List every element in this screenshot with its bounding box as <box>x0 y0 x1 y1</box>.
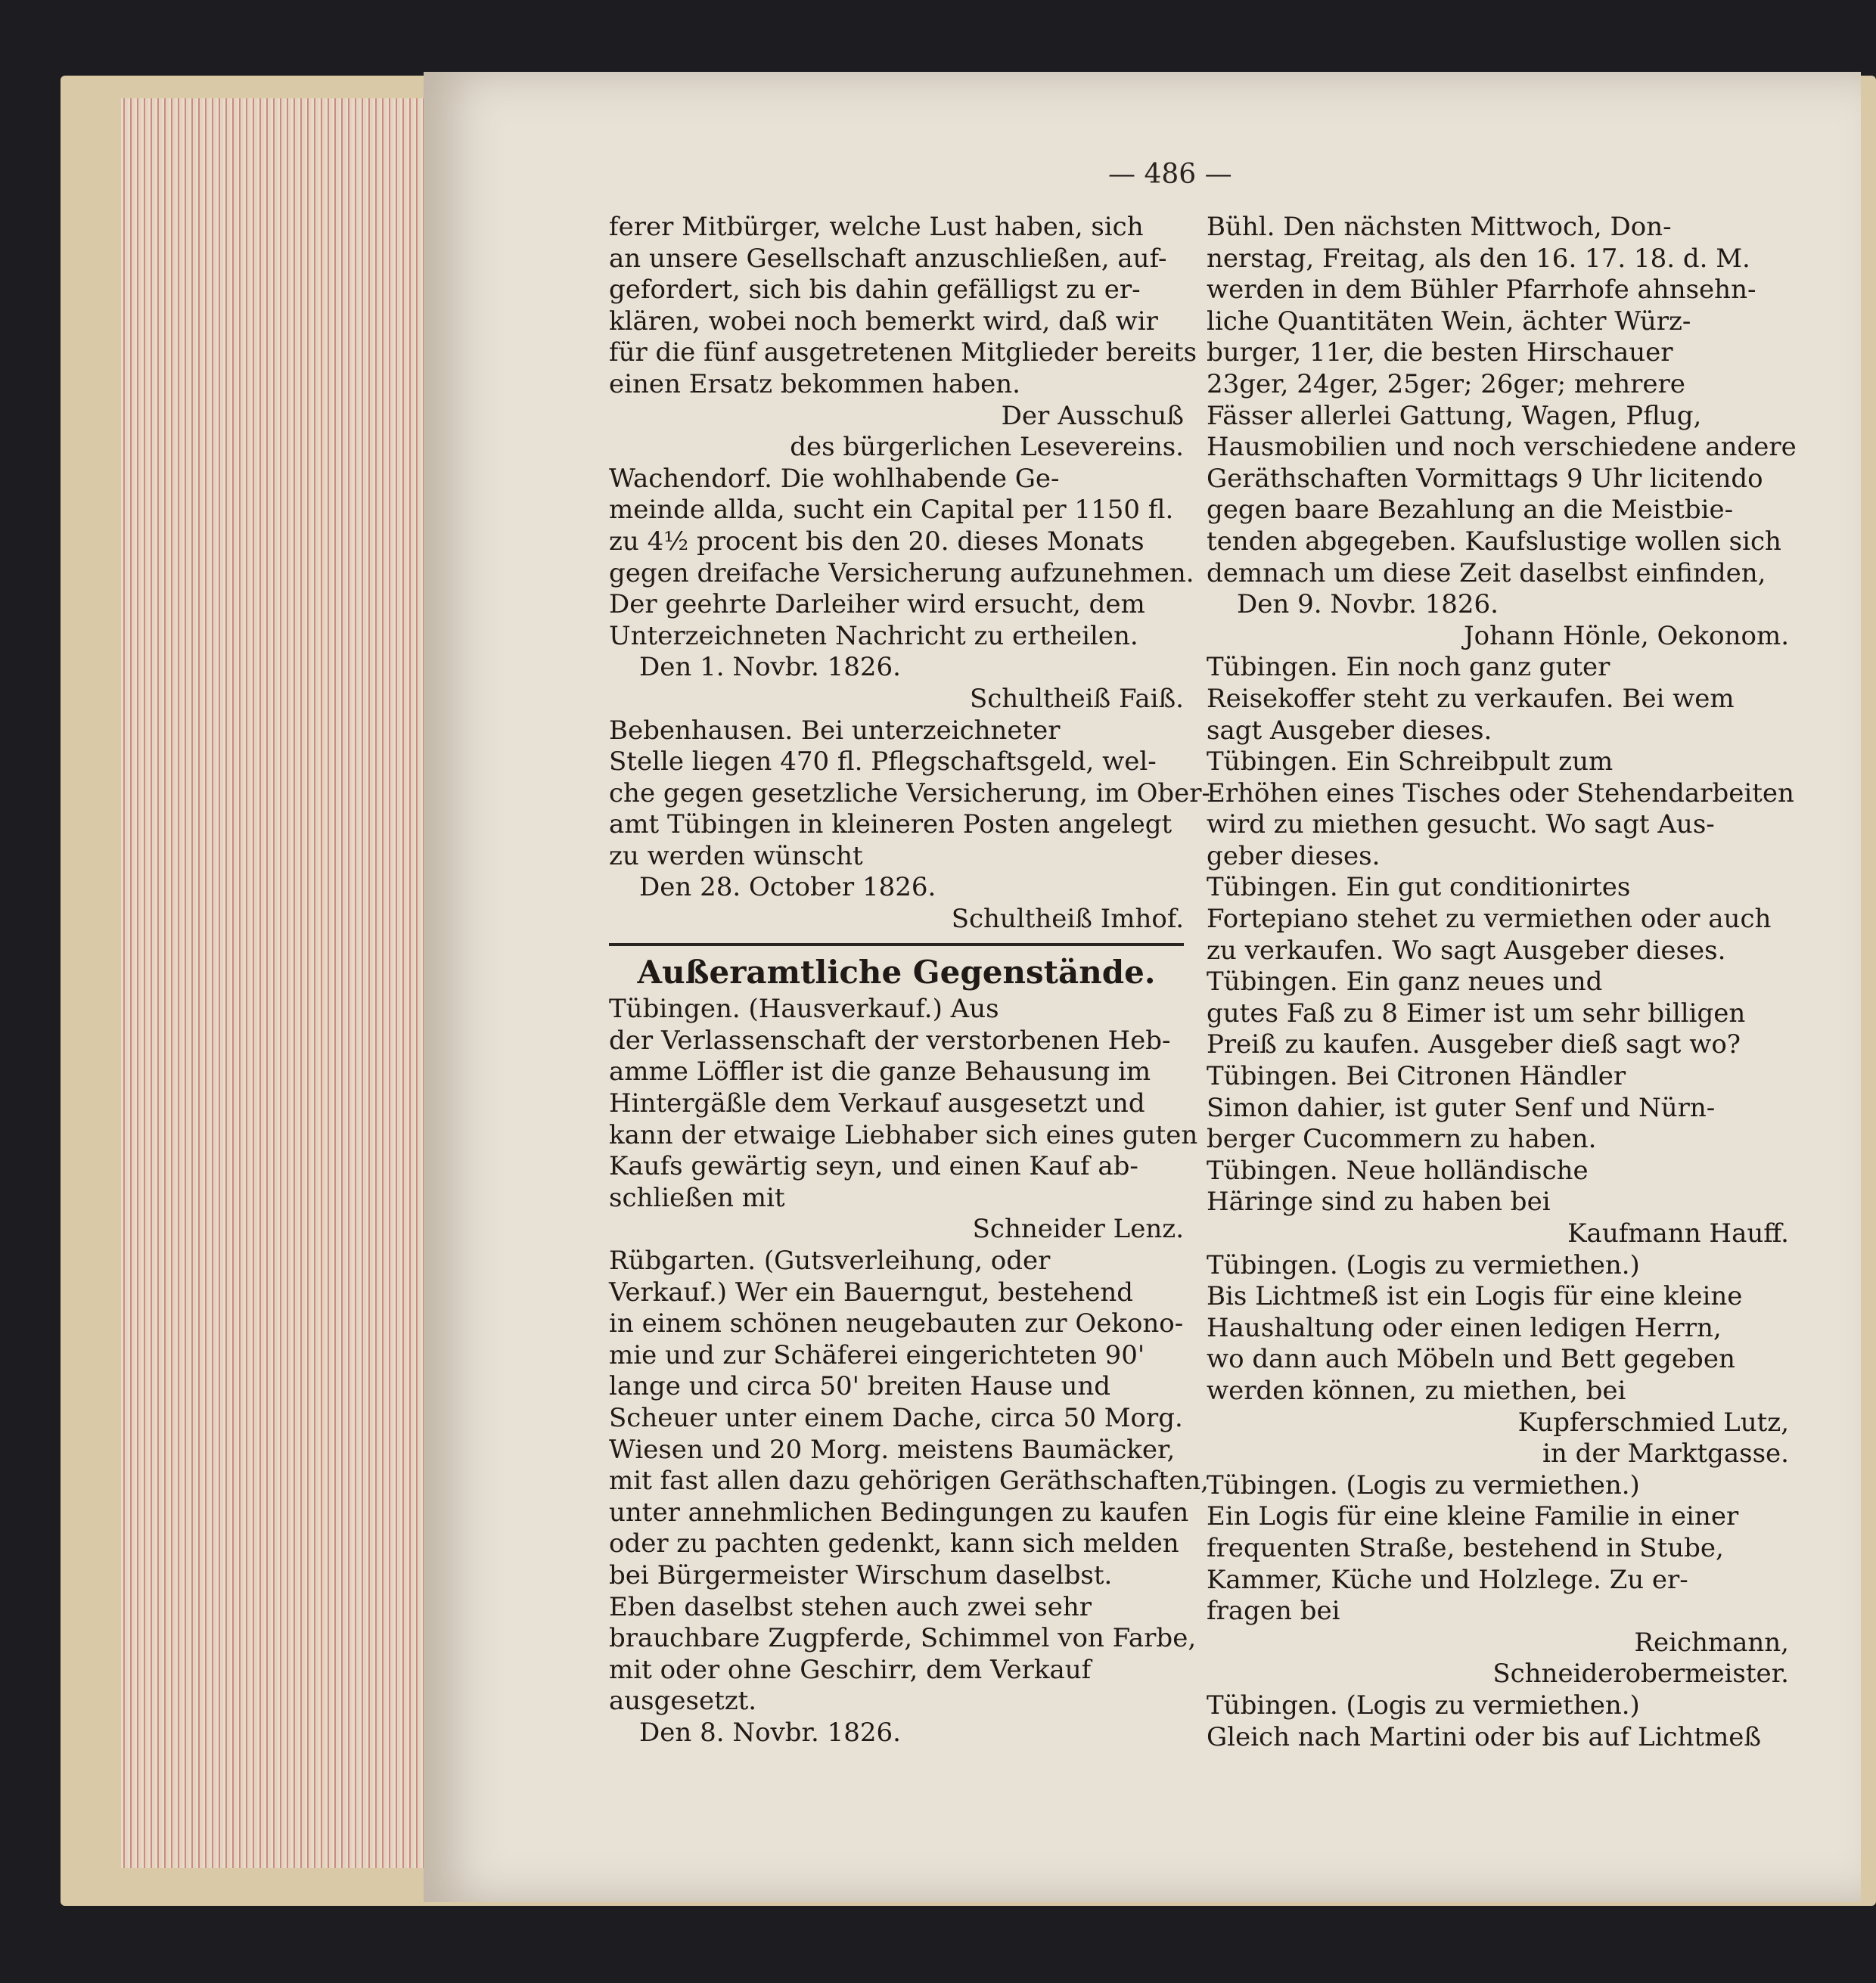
text-line: Reisekoffer steht zu verkaufen. Bei wem <box>1207 683 1735 714</box>
text-line: Johann Hönle, Oekonom. <box>1464 620 1789 651</box>
text-line: Den 8. Novbr. 1826. <box>639 1717 901 1748</box>
text-line: an unsere Gesellschaft anzuschließen, auf- <box>609 243 1167 274</box>
section-title: Außeramtliche Gegenstände. <box>637 953 1156 991</box>
text-line: Tübingen. Neue holländische <box>1207 1155 1589 1186</box>
text-line: Tübingen. (Hausverkauf.) Aus <box>609 994 999 1025</box>
text-line: in der Marktgasse. <box>1542 1438 1789 1469</box>
text-line: 23ger, 24ger, 25ger; 26ger; mehrere <box>1207 368 1685 399</box>
text-line: Gleich nach Martini oder bis auf Lichtmeß <box>1207 1721 1762 1752</box>
text-line: Den 28. October 1826. <box>639 872 936 903</box>
text-line: Häringe sind zu haben bei <box>1207 1187 1551 1218</box>
text-line: Der geehrte Darleiher wird ersucht, dem <box>609 589 1145 620</box>
left-column <box>609 212 1211 1749</box>
text-line: Tübingen. Ein gut conditionirtes <box>1207 872 1631 903</box>
text-line: ausgesetzt. <box>609 1686 757 1717</box>
text-line: nerstag, Freitag, als den 16. 17. 18. d. M. <box>1207 243 1750 274</box>
text-line: zu verkaufen. Wo sagt Ausgeber dieses. <box>1207 935 1726 966</box>
text-line: burger, 11er, die besten Hirschauer <box>1207 337 1673 368</box>
text-line: Tübingen. (Logis zu vermiethen.) <box>1207 1690 1640 1721</box>
text-line: gegen dreifache Versicherung aufzunehmen. <box>609 557 1194 588</box>
text-line: Scheuer unter einem Dache, circa 50 Morg. <box>609 1402 1183 1433</box>
text-line: kann der etwaige Liebhaber sich eines guten <box>609 1119 1198 1150</box>
text-line: ferer Mitbürger, welche Lust haben, sich <box>609 212 1144 242</box>
text-line: einen Ersatz bekommen haben. <box>609 368 1020 399</box>
right-column <box>1207 212 1797 1753</box>
text-line: Ein Logis für eine kleine Familie in einer <box>1207 1501 1739 1532</box>
text-line: Kammer, Küche und Holzlege. Zu er- <box>1207 1564 1688 1595</box>
text-line: Fässer allerlei Gattung, Wagen, Pflug, <box>1207 400 1702 431</box>
text-line: Schultheiß Faiß. <box>969 683 1184 714</box>
text-line: Eben daselbst stehen auch zwei sehr <box>609 1591 1092 1622</box>
text-line: schließen mit <box>609 1182 785 1213</box>
text-line: Kaufmann Hauff. <box>1567 1218 1789 1249</box>
text-line: Tübingen. (Logis zu vermiethen.) <box>1207 1469 1640 1500</box>
text-line: unter annehmlichen Bedingungen zu kaufen <box>609 1497 1189 1528</box>
text-line: oder zu pachten gedenkt, kann sich melden <box>609 1528 1179 1559</box>
text-line: meinde allda, sucht ein Capital per 1150 fl. <box>609 495 1174 526</box>
text-line: Bis Lichtmeß ist ein Logis für eine kleine <box>1207 1281 1743 1312</box>
text-line: klären, wobei noch bemerkt wird, daß wir <box>609 306 1158 337</box>
text-line: Schneider Lenz. <box>972 1214 1184 1245</box>
text-line: Den 1. Novbr. 1826. <box>639 652 901 683</box>
text-line: wo dann auch Möbeln und Bett gegeben <box>1207 1344 1735 1375</box>
text-line: demnach um diese Zeit daselbst einfinden, <box>1207 557 1766 588</box>
text-line: Hintergäßle dem Verkauf ausgesetzt und <box>609 1088 1145 1119</box>
text-line: che gegen gesetzliche Versicherung, im Ober- <box>609 777 1211 808</box>
text-line: Bebenhausen. Bei unterzeichneter <box>609 715 1061 746</box>
page-number: — 486 — <box>1108 159 1232 190</box>
section-divider <box>609 943 1184 946</box>
text-line: Haushaltung oder einen ledigen Herrn, <box>1207 1312 1722 1343</box>
text-line: bei Bürgermeister Wirschum daselbst. <box>609 1559 1113 1590</box>
text-line: Tübingen. Bei Citronen Händler <box>1207 1061 1626 1092</box>
text-line: Kupferschmied Lutz, <box>1517 1407 1789 1438</box>
text-line: gegen baare Bezahlung an die Meistbie- <box>1207 495 1734 526</box>
text-line: Bühl. Den nächsten Mittwoch, Don- <box>1207 212 1672 242</box>
text-line: tenden abgegeben. Kaufslustige wollen sich <box>1207 526 1781 557</box>
text-line: Den 9. Novbr. 1826. <box>1237 589 1499 620</box>
text-line: amme Löffler ist die ganze Behausung im <box>609 1057 1151 1088</box>
text-line: zu werden wünscht <box>609 840 863 871</box>
text-line: Unterzeichneten Nachricht zu ertheilen. <box>609 620 1138 651</box>
text-line: gutes Faß zu 8 Eimer ist um sehr billigen <box>1207 998 1746 1029</box>
text-line: Tübingen. (Logis zu vermiethen.) <box>1207 1249 1640 1280</box>
text-line: werden in dem Bühler Pfarrhofe ahnsehn- <box>1207 275 1756 306</box>
text-line: mie und zur Schäferei eingerichteten 90' <box>609 1339 1145 1370</box>
text-line: fragen bei <box>1207 1596 1340 1627</box>
text-line: Verkauf.) Wer ein Bauerngut, bestehend <box>609 1277 1134 1308</box>
text-line: Erhöhen eines Tisches oder Stehendarbeiten <box>1207 777 1794 808</box>
text-line: lange und circa 50' breiten Hause und <box>609 1371 1111 1402</box>
text-line: für die fünf ausgetretenen Mitglieder bereits <box>609 337 1197 368</box>
text-line: in einem schönen neugebauten zur Oekono- <box>609 1308 1184 1339</box>
text-line: Fortepiano stehet zu vermiethen oder auch <box>1207 904 1772 935</box>
text-line: zu 4½ procent bis den 20. dieses Monats <box>609 526 1145 557</box>
text-line: Rübgarten. (Gutsverleihung, oder <box>609 1246 1051 1276</box>
text-line: Wiesen und 20 Morg. meistens Baumäcker, <box>609 1434 1176 1465</box>
text-line: Schneiderobermeister. <box>1492 1659 1789 1690</box>
text-line: Simon dahier, ist guter Senf und Nürn- <box>1207 1092 1716 1123</box>
text-line: frequenten Straße, bestehend in Stube, <box>1207 1532 1724 1563</box>
text-line: Reichmann, <box>1634 1627 1789 1658</box>
text-line: Geräthschaften Vormittags 9 Uhr licitendo <box>1207 463 1763 494</box>
text-line: liche Quantitäten Wein, ächter Würz- <box>1207 306 1691 337</box>
text-line: amt Tübingen in kleineren Posten angelegt <box>609 809 1172 840</box>
text-line: mit fast allen dazu gehörigen Geräthschaften, <box>609 1466 1209 1497</box>
text-line: Hausmobilien und noch verschiedene andere <box>1207 432 1797 463</box>
text-line: Stelle liegen 470 fl. Pflegschaftsgeld, wel- <box>609 746 1157 777</box>
text-line: Tübingen. Ein Schreibpult zum <box>1207 746 1614 777</box>
text-line: brauchbare Zugpferde, Schimmel von Farbe, <box>609 1623 1197 1654</box>
page-edges <box>121 98 439 1868</box>
text-line: wird zu miethen gesucht. Wo sagt Aus- <box>1207 809 1715 840</box>
text-line: Der Ausschuß <box>1001 400 1184 431</box>
text-line: berger Cucommern zu haben. <box>1207 1124 1597 1155</box>
text-line: Tübingen. Ein ganz neues und <box>1207 967 1603 998</box>
text-line: Schultheiß Imhof. <box>951 904 1184 935</box>
text-line: werden können, zu miethen, bei <box>1207 1375 1626 1406</box>
text-line: Preiß zu kaufen. Ausgeber dieß sagt wo? <box>1207 1029 1741 1060</box>
text-line: der Verlassenschaft der verstorbenen Heb- <box>609 1025 1171 1056</box>
text-line: Kaufs gewärtig seyn, und einen Kauf ab- <box>609 1151 1138 1182</box>
text-line: sagt Ausgeber dieses. <box>1207 715 1492 746</box>
text-line: Tübingen. Ein noch ganz guter <box>1207 652 1610 683</box>
text-line: des bürgerlichen Lesevereins. <box>790 432 1184 463</box>
text-line: geber dieses. <box>1207 840 1381 871</box>
text-line: Wachendorf. Die wohlhabende Ge- <box>609 463 1060 494</box>
text-line: mit oder ohne Geschirr, dem Verkauf <box>609 1654 1092 1685</box>
text-line: gefordert, sich bis dahin gefälligst zu er- <box>609 275 1141 306</box>
